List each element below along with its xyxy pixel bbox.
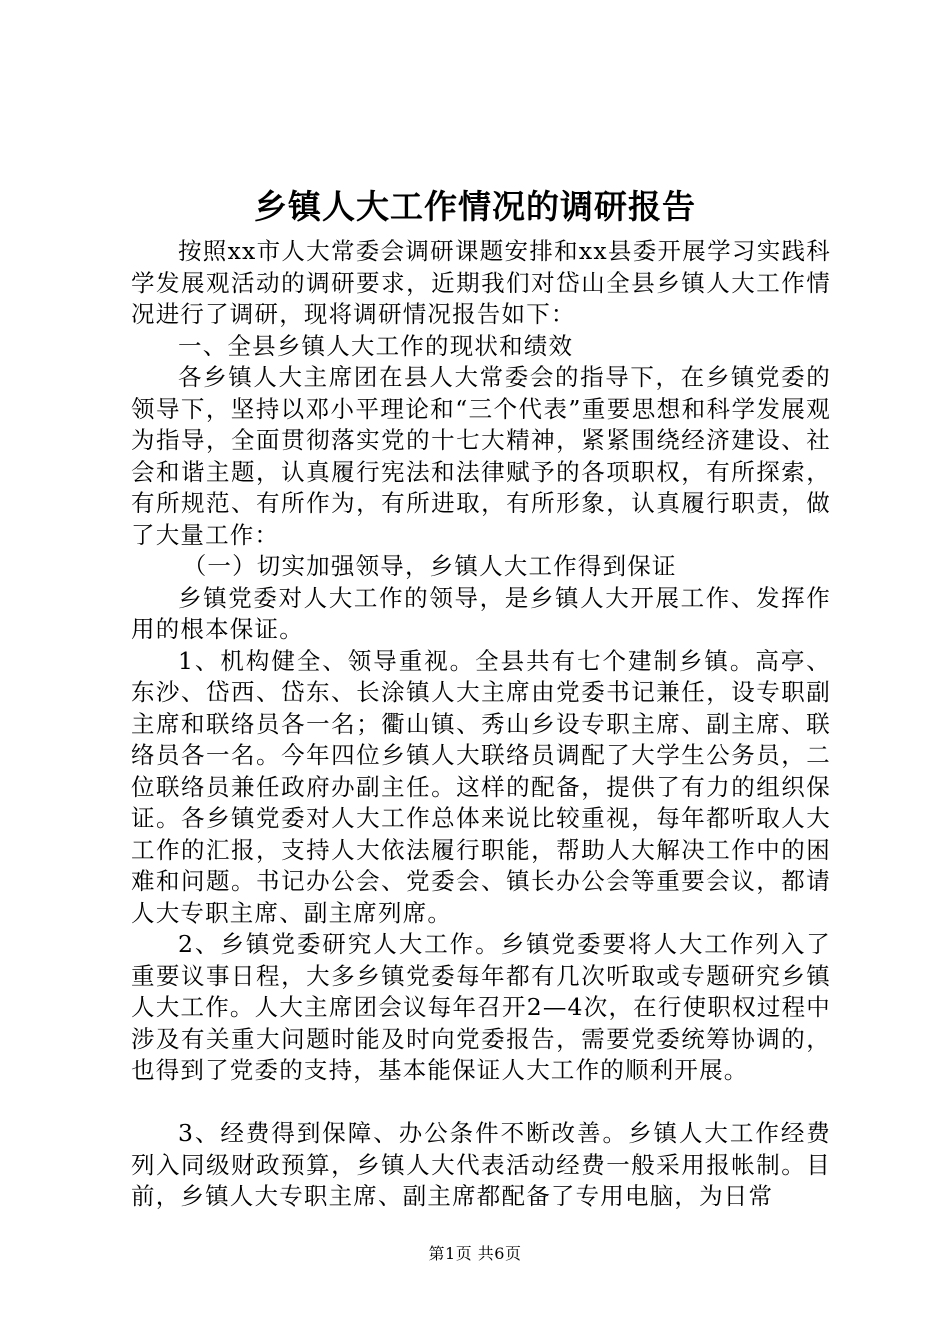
page-footer: 第1页 共6页 [428,1244,522,1263]
paragraph-item-2: 2、乡镇党委研究人大工作。乡镇党委要将人大工作列入了重要议事日程，大多乡镇党委每年都有几次听取或专题研究乡镇人大工作。人大主席团会议每年召开2—4次，在行使职权过程中涉及有关重大问题时能及时向党委报告，需要党委统筹协调的，也得到了党委的支持，基本能保证人大工作的顺利开展。 [131,930,831,1084]
document-title: 乡镇人大工作情况的调研报告 [254,187,696,226]
paragraph-party-leadership: 乡镇党委对人大工作的领导，是乡镇人大开展工作、发挥作用的根本保证。 [131,583,831,643]
paragraph-item-1: 1、机构健全、领导重视。全县共有七个建制乡镇。高亭、东沙、岱西、岱东、长涂镇人大主席由党委书记兼任，设专职副主席和联络员各一名；衢山镇、秀山乡设专职主席、副主席、联络员各一名。今年四位乡镇人大联络员调配了大学生公务员，二位联络员兼任政府办副主任。这样的配备，提供了有力的组织保证。各乡镇党委对人大工作总体来说比较重视，每年都听取人大工作的汇报，支持人大依法履行职能，帮助人大解决工作中的困难和问题。书记办公会、党委会、镇长办公会等重要会议，都请人大专职主席、副主席列席。 [131,646,831,927]
paragraph-item-3: 3、经费得到保障、办公条件不断改善。乡镇人大工作经费列入同级财政预算，乡镇人大代表活动经费一般采用报帐制。目前，乡镇人大专职主席、副主席都配备了专用电脑，为日常 [131,1119,831,1210]
paragraph-intro: 按照xx市人大常委会调研课题安排和xx县委开展学习实践科学发展观活动的调研要求，近期我们对岱山全县乡镇人大工作情况进行了调研，现将调研情况报告如下： [131,237,831,328]
section-heading-1: 一、全县乡镇人大工作的现状和绩效 [178,331,574,360]
paragraph-overview: 各乡镇人大主席团在县人大常委会的指导下，在乡镇党委的领导下，坚持以邓小平理论和“三个代表”重要思想和科学发展观为指导，全面贯彻落实党的十七大精神，紧紧围绕经济建设、社会和谐主题，认真履行宪法和法律赋予的各项职权，有所探索，有所规范、有所作为，有所进取，有所形象，认真履行职责，做了大量工作： [131,363,831,549]
subsection-heading-1: （一）切实加强领导，乡镇人大工作得到保证 [182,552,677,580]
document-body [131,236,831,1213]
